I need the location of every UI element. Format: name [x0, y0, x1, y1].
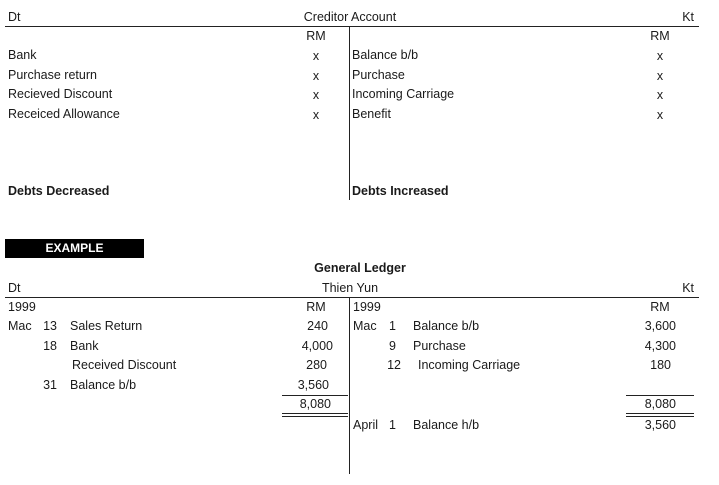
- ledger-left-day: 13: [43, 319, 57, 333]
- creditor-divider: [349, 26, 350, 200]
- creditor-left-footer: Debts Decreased: [8, 184, 110, 198]
- ledger-left-total: 8,080: [299, 397, 331, 411]
- ledger-right-desc: Incoming Carriage: [418, 358, 521, 372]
- ledger-kt-label: Kt: [682, 281, 694, 295]
- ledger-right-desc: Purchase: [413, 339, 466, 353]
- ledger-right-month: Mac: [353, 319, 377, 333]
- creditor-left-item: Receiced Allowance: [8, 107, 120, 121]
- creditor-left-item: Recieved Discount: [8, 87, 113, 101]
- ledger-left-desc: Sales Return: [70, 319, 143, 333]
- example-badge: [5, 239, 144, 258]
- creditor-right-item: Purchase: [352, 68, 405, 82]
- ledger-top-rule: [5, 297, 699, 298]
- ledger-left-amount: 280: [306, 358, 327, 372]
- creditor-right-amount: x: [656, 88, 664, 102]
- ledger-left-desc: Received Discount: [72, 358, 177, 372]
- ledger-divider: [349, 297, 350, 474]
- creditor-left-amount: x: [312, 88, 320, 102]
- ledger-closing-day: 1: [389, 418, 396, 432]
- ledger-right-total-rule-2: [626, 416, 694, 417]
- ledger-right-subtotal-rule: [626, 395, 694, 396]
- ledger-closing-amount: 3,560: [644, 418, 676, 432]
- ledger-left-day: 31: [43, 378, 57, 392]
- ledger-left-total-rule-1: [282, 413, 348, 414]
- creditor-left-amount: x: [312, 69, 320, 83]
- ledger-closing-month: April: [353, 418, 379, 432]
- ledger-right-day: 1: [389, 319, 396, 333]
- ledger-dt-label: Dt: [8, 281, 21, 295]
- ledger-heading: General Ledger: [314, 261, 406, 275]
- ledger-left-subtotal-rule: [282, 395, 348, 396]
- ledger-left-day: 18: [43, 339, 57, 353]
- ledger-left-amount: 3,560: [297, 378, 329, 392]
- creditor-right-amount: x: [656, 69, 664, 83]
- ledger-right-total-rule-1: [626, 413, 694, 414]
- ledger-right-currency: RM: [650, 300, 670, 314]
- creditor-left-amount: x: [312, 108, 320, 122]
- creditor-left-item: Purchase return: [8, 68, 97, 82]
- ledger-left-total-rule-2: [282, 416, 348, 417]
- creditor-left-item: Bank: [8, 48, 37, 62]
- ledger-closing-desc: Balance h/b: [413, 418, 480, 432]
- ledger-left-year: 1999: [8, 300, 36, 314]
- ledger-left-amount: 240: [307, 319, 328, 333]
- ledger-left-desc: Balance b/b: [70, 378, 137, 392]
- ledger-right-desc: Balance b/b: [413, 319, 480, 333]
- creditor-right-footer: Debts Increased: [352, 184, 449, 198]
- creditor-right-item: Benefit: [352, 107, 391, 121]
- ledger-left-desc: Bank: [70, 339, 99, 353]
- creditor-right-amount: x: [656, 49, 664, 63]
- ledger-right-amount: 180: [650, 358, 671, 372]
- creditor-dt-label: Dt: [8, 10, 21, 24]
- creditor-right-amount: x: [656, 108, 664, 122]
- creditor-right-currency: RM: [650, 29, 670, 43]
- creditor-left-currency: RM: [306, 29, 326, 43]
- creditor-right-item: Balance b/b: [352, 48, 419, 62]
- ledger-left-currency: RM: [306, 300, 326, 314]
- creditor-top-rule: [5, 26, 699, 27]
- creditor-left-amount: x: [312, 49, 320, 63]
- ledger-right-amount: 3,600: [644, 319, 676, 333]
- ledger-left-amount: 4,000: [301, 339, 333, 353]
- ledger-right-day: 12: [387, 358, 401, 372]
- creditor-title: Creditor Account: [303, 10, 397, 24]
- ledger-right-total: 8,080: [644, 397, 676, 411]
- ledger-left-month: Mac: [8, 319, 32, 333]
- ledger-account-name: Thien Yun: [321, 281, 379, 295]
- ledger-right-year: 1999: [353, 300, 381, 314]
- creditor-kt-label: Kt: [682, 10, 694, 24]
- ledger-right-day: 9: [389, 339, 396, 353]
- example-badge-label: EXAMPLE: [45, 241, 104, 255]
- creditor-right-item: Incoming Carriage: [352, 87, 455, 101]
- ledger-right-amount: 4,300: [644, 339, 676, 353]
